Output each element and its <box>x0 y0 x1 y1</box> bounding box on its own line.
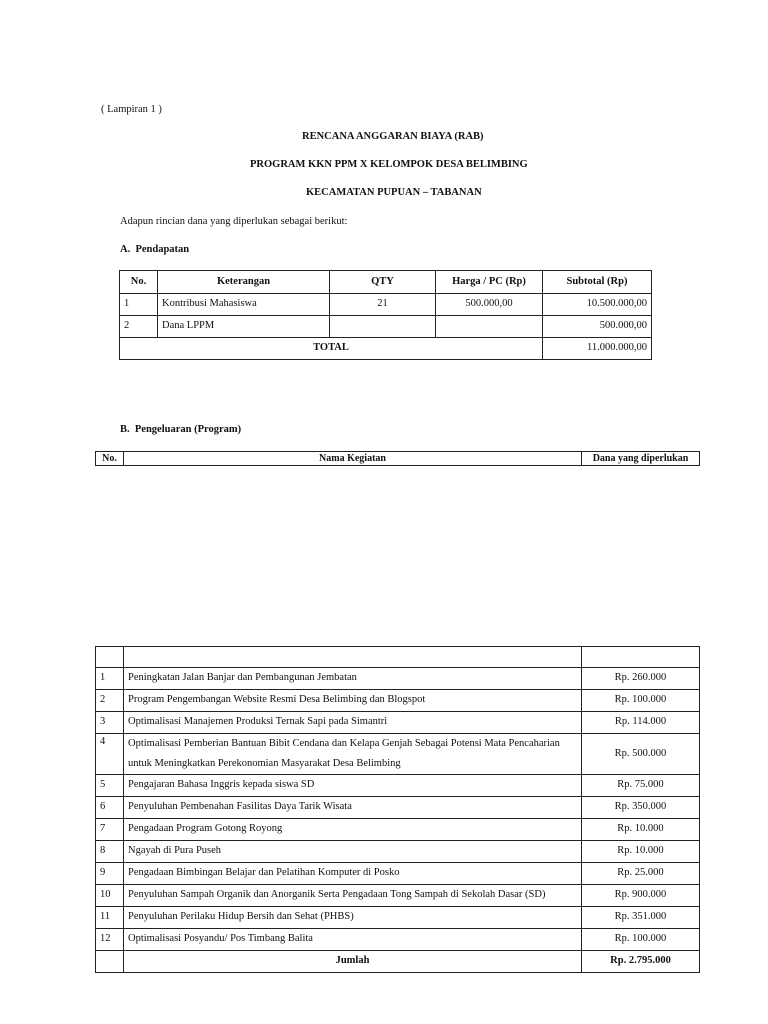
income-table-header <box>120 271 652 294</box>
income-qty: 21 <box>330 294 436 316</box>
income-total-row <box>120 338 652 360</box>
expense-dana: Rp. 10.000 <box>582 819 700 841</box>
expense-dana: Rp. 351.000 <box>582 907 700 929</box>
expense-col-kegiatan: Nama Kegiatan <box>124 452 582 466</box>
income-table <box>119 270 652 360</box>
table-row <box>120 294 652 316</box>
table-row <box>96 885 700 907</box>
expense-no: 7 <box>96 819 124 841</box>
table-row <box>120 316 652 338</box>
income-harga: 500.000,00 <box>436 294 543 316</box>
income-keterangan: Kontribusi Mahasiswa <box>158 294 330 316</box>
income-qty <box>330 316 436 338</box>
income-harga <box>436 316 543 338</box>
expense-kegiatan: Peningkatan Jalan Banjar dan Pembangunan Jembatan <box>124 668 582 690</box>
income-total-value: 11.000.000,00 <box>543 338 652 360</box>
expense-dana: Rp. 10.000 <box>582 841 700 863</box>
intro-text: Adapun rincian dana yang diperlukan sebagai berikut: <box>120 216 348 227</box>
table-row <box>96 668 700 690</box>
income-no: 1 <box>120 294 158 316</box>
expense-dana: Rp. 350.000 <box>582 797 700 819</box>
expense-table-header <box>95 451 700 466</box>
expense-jumlah-row <box>96 951 700 973</box>
expense-no: 5 <box>96 775 124 797</box>
income-keterangan: Dana LPPM <box>158 316 330 338</box>
income-col-no: No. <box>120 271 158 294</box>
table-row <box>96 863 700 885</box>
expense-no: 9 <box>96 863 124 885</box>
expense-dana: Rp. 100.000 <box>582 690 700 712</box>
table-row <box>96 797 700 819</box>
expense-no: 1 <box>96 668 124 690</box>
expense-jumlah-label: Jumlah <box>124 951 582 973</box>
expense-kegiatan: Optimalisasi Manajemen Produksi Ternak Sapi pada Simantri <box>124 712 582 734</box>
section-a-heading <box>120 244 189 257</box>
expense-kegiatan: Pengajaran Bahasa Inggris kepada siswa SD <box>124 775 582 797</box>
table-row <box>96 734 700 775</box>
expense-no: 2 <box>96 690 124 712</box>
expense-kegiatan: Ngayah di Pura Puseh <box>124 841 582 863</box>
table-row <box>96 712 700 734</box>
expense-dana: Rp. 114.000 <box>582 712 700 734</box>
table-row <box>96 775 700 797</box>
expense-no: 3 <box>96 712 124 734</box>
income-no: 2 <box>120 316 158 338</box>
expense-kegiatan: Optimalisasi Pemberian Bantuan Bibit Cendana dan Kelapa Genjah Sebagai Potensi Mata Pencaharian untuk Meningkatkan Perekonomian Masyarakat Desa Belimbing <box>124 734 582 775</box>
document-title: RENCANA ANGGARAN BIAYA (RAB) <box>302 131 484 142</box>
table-row <box>96 690 700 712</box>
income-col-subtotal: Subtotal (Rp) <box>543 271 652 294</box>
expense-dana: Rp. 500.000 <box>582 734 700 775</box>
expense-kegiatan: Penyuluhan Perilaku Hidup Bersih dan Sehat (PHBS) <box>124 907 582 929</box>
table-row <box>96 907 700 929</box>
expense-jumlah-value: Rp. 2.795.000 <box>582 951 700 973</box>
income-col-keterangan: Keterangan <box>158 271 330 294</box>
expense-col-no: No. <box>96 452 124 466</box>
section-a-marker: A. <box>120 244 131 255</box>
expense-kegiatan: Pengadaan Program Gotong Royong <box>124 819 582 841</box>
expense-dana: Rp. 100.000 <box>582 929 700 951</box>
section-b-marker: B. <box>120 424 130 435</box>
expense-empty-row <box>96 647 700 668</box>
expense-no: 8 <box>96 841 124 863</box>
income-subtotal: 10.500.000,00 <box>543 294 652 316</box>
expense-dana: Rp. 260.000 <box>582 668 700 690</box>
income-subtotal: 500.000,00 <box>543 316 652 338</box>
expense-dana: Rp. 25.000 <box>582 863 700 885</box>
expense-dana: Rp. 75.000 <box>582 775 700 797</box>
table-row <box>96 819 700 841</box>
expense-kegiatan: Penyuluhan Sampah Organik dan Anorganik Serta Pengadaan Tong Sampah di Sekolah Dasar (SD) <box>124 885 582 907</box>
expense-kegiatan: Program Pengembangan Website Resmi Desa Belimbing dan Blogspot <box>124 690 582 712</box>
expense-kegiatan: Pengadaan Bimbingan Belajar dan Pelatihan Komputer di Posko <box>124 863 582 885</box>
expense-kegiatan: Optimalisasi Posyandu/ Pos Timbang Balita <box>124 929 582 951</box>
table-row <box>96 841 700 863</box>
attachment-label: ( Lampiran 1 ) <box>101 104 162 115</box>
income-col-qty: QTY <box>330 271 436 294</box>
expense-kegiatan: Penyuluhan Pembenahan Fasilitas Daya Tarik Wisata <box>124 797 582 819</box>
section-b-heading <box>120 424 241 437</box>
expense-no: 11 <box>96 907 124 929</box>
expense-no: 10 <box>96 885 124 907</box>
document-subtitle-location: KECAMATAN PUPUAN – TABANAN <box>306 187 482 198</box>
income-col-harga: Harga / PC (Rp) <box>436 271 543 294</box>
expense-no: 4 <box>96 734 124 775</box>
expense-no: 12 <box>96 929 124 951</box>
document-subtitle-program: PROGRAM KKN PPM X KELOMPOK DESA BELIMBING <box>250 159 528 170</box>
expense-no: 6 <box>96 797 124 819</box>
section-b-title: Pengeluaran (Program) <box>134 424 242 435</box>
expense-table <box>95 646 700 973</box>
expense-col-dana: Dana yang diperlukan <box>582 452 700 466</box>
section-a-title: Pendapatan <box>135 244 190 255</box>
expense-dana: Rp. 900.000 <box>582 885 700 907</box>
table-row <box>96 929 700 951</box>
income-total-label: TOTAL <box>120 338 543 360</box>
